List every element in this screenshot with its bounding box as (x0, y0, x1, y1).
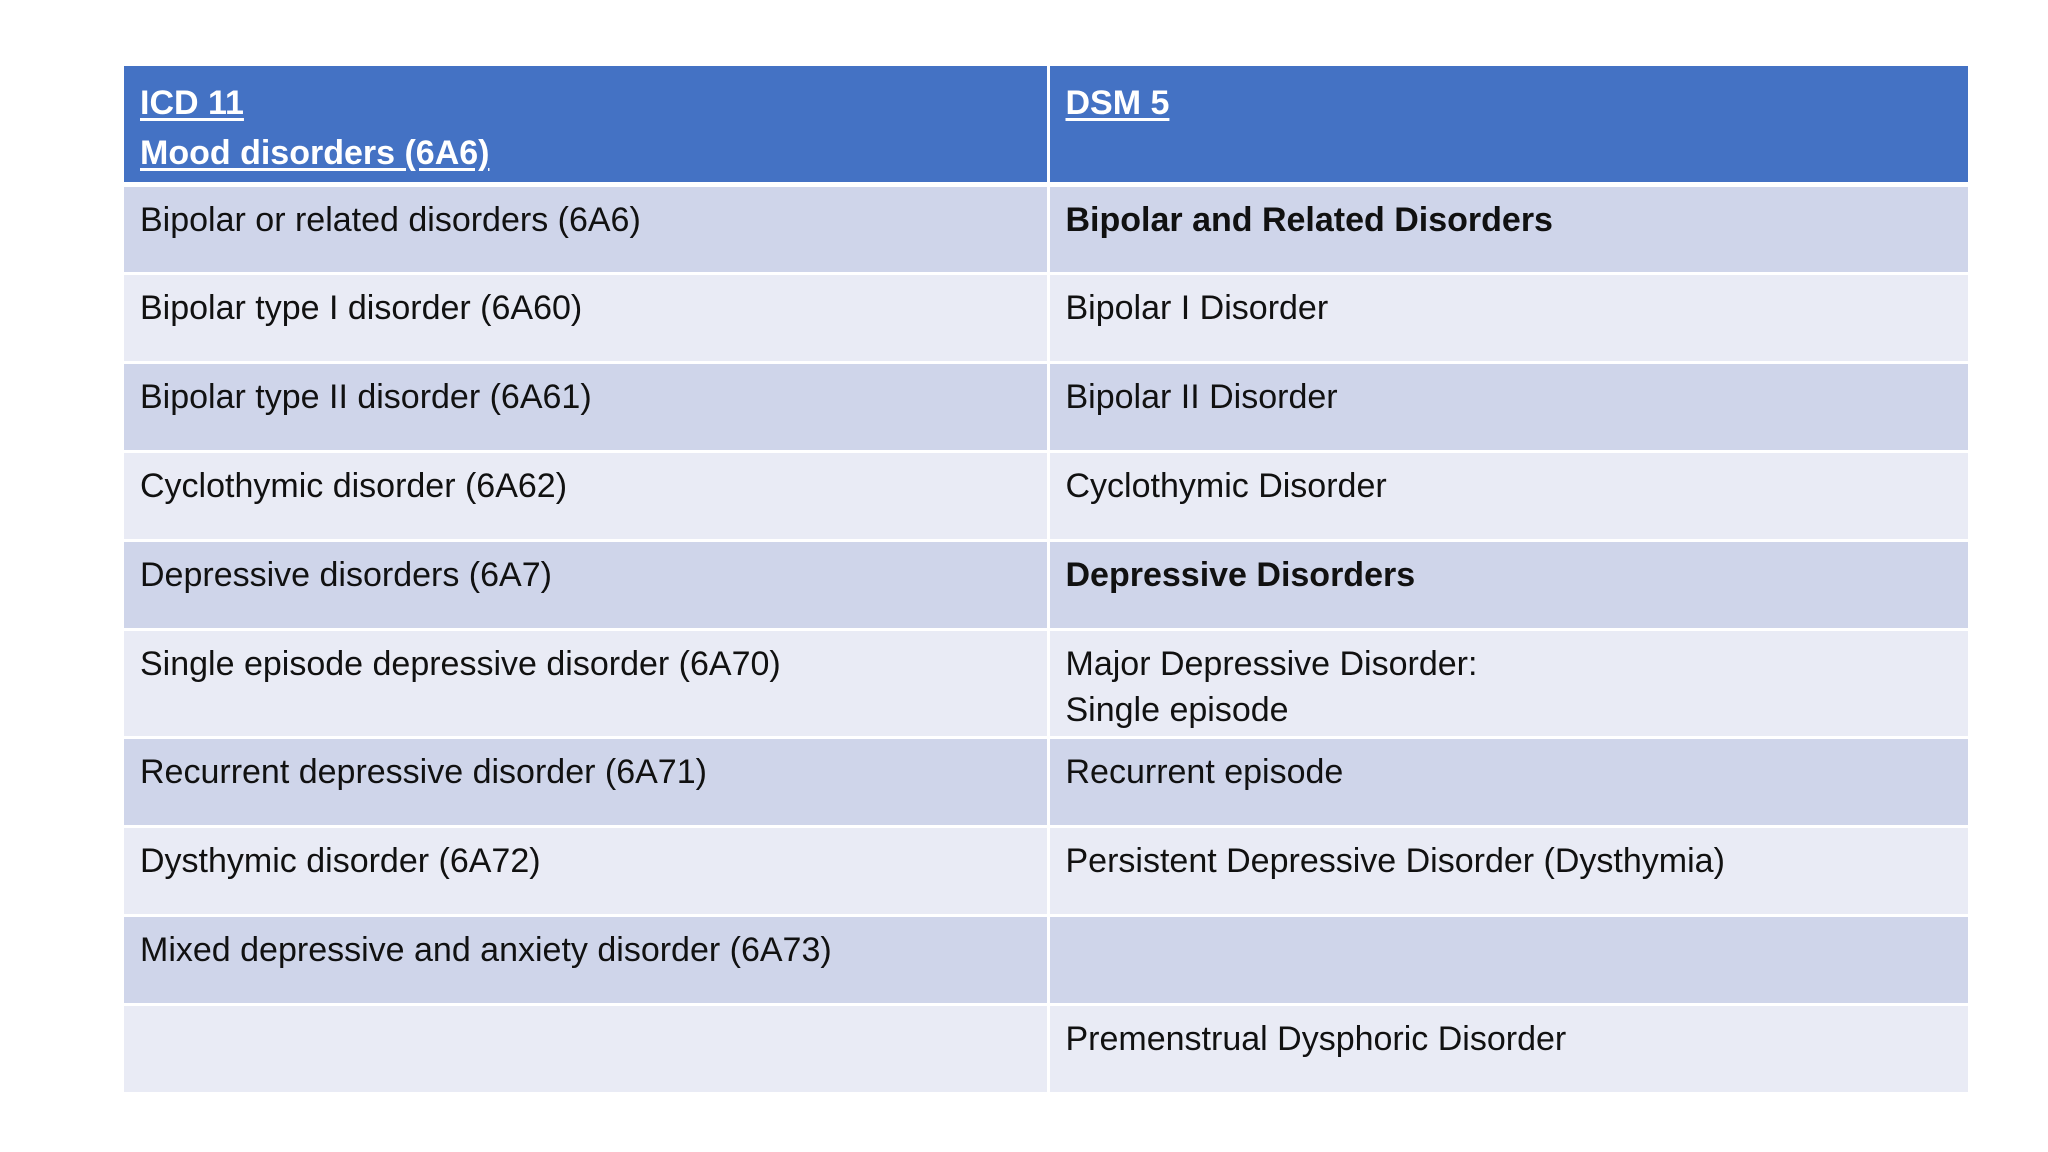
icd-cell: Cyclothymic disorder (6A62) (124, 451, 1048, 540)
dsm-cell: Persistent Depressive Disorder (Dysthymia) (1048, 826, 1968, 915)
header-icd (124, 66, 1048, 184)
table-row (124, 451, 1968, 540)
header-icd-title: ICD 11 (140, 84, 244, 122)
dsm-cell: Recurrent episode (1048, 737, 1968, 826)
icd-cell: Dysthymic disorder (6A72) (124, 826, 1048, 915)
table-row (124, 737, 1968, 826)
header-icd-subtitle: Mood disorders (6A6) (140, 134, 490, 172)
dsm-cell: Bipolar and Related Disorders (1048, 184, 1968, 273)
table-row (124, 362, 1968, 451)
dsm-cell (1048, 629, 1968, 737)
comparison-table (124, 66, 1968, 1095)
icd-cell: Depressive disorders (6A7) (124, 540, 1048, 629)
dsm-cell: Cyclothymic Disorder (1048, 451, 1968, 540)
table-row (124, 540, 1968, 629)
table-header-row (124, 66, 1968, 184)
dsm-cell: Bipolar I Disorder (1048, 273, 1968, 362)
dsm-cell: Bipolar II Disorder (1048, 362, 1968, 451)
header-dsm-title: DSM 5 (1065, 84, 1170, 122)
icd-cell: Mixed depressive and anxiety disorder (6A73) (124, 915, 1048, 1004)
icd-cell: Recurrent depressive disorder (6A71) (124, 737, 1048, 826)
icd-cell: Single episode depressive disorder (6A70) (124, 629, 1048, 737)
table-row (124, 915, 1968, 1004)
icd-cell: Bipolar or related disorders (6A6) (124, 184, 1048, 273)
icd-cell (124, 1004, 1048, 1093)
table-row (124, 629, 1968, 737)
icd-cell: Bipolar type I disorder (6A60) (124, 273, 1048, 362)
dsm-cell (1048, 915, 1968, 1004)
icd-cell: Bipolar type II disorder (6A61) (124, 362, 1048, 451)
table-row (124, 184, 1968, 273)
table-row (124, 273, 1968, 362)
dsm-cell-line: Single episode (1065, 690, 1289, 729)
dsm-cell: Depressive Disorders (1048, 540, 1968, 629)
table-row (124, 1004, 1968, 1093)
dsm-cell: Premenstrual Dysphoric Disorder (1048, 1004, 1968, 1093)
dsm-cell-line: Major Depressive Disorder: (1065, 644, 1478, 683)
table-row (124, 826, 1968, 915)
header-dsm (1048, 66, 1968, 184)
